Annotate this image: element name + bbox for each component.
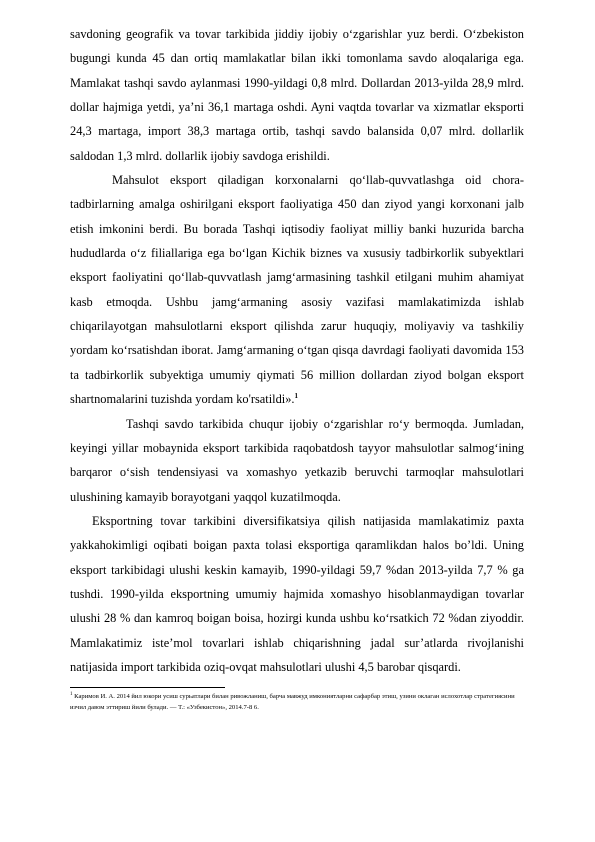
paragraph-export-support-text: Mahsulot eksport qiladigan korxonalarni qo‘llab-quvvatlashga oid chora-tadbirlarning amalga oshirilgani eksport faoliyatiga 450 dan ziyod yangi korxonani jalb etish imkonini berdi. Bu borada Tashqi iqtisodiy faoliyat milliy banki huzurida barcha hududlarda o‘z filiallariga ega bo‘lgan Kichik biznes va xususiy tadbirkorlik subyektlari eksport faoliyatini qo‘llab-quvvatlash jamg‘armasining tashkil etilgani muhim ahamiyat kasb etmoqda. Ushbu jamg‘armaning asosiy vazifasi mamlakatimizda ishlab chiqarilayotgan mahsulotlarni eksport qilishda zarur huquqiy, moliyaviy va tashkiliy yordam ko‘rsatishdan iborat. Jamg‘armaning o‘tgan qisqa davrdagi faoliyati davomida 153 ta tadbirkorlik subyektiga umumiy qiymati 56 million dollardan ziyod bolgan eksport shartnomalarini tuzishda yordam ko'rsatildi». <box>70 173 524 407</box>
footnote-reference[interactable]: 1 <box>294 392 299 401</box>
paragraph-trade-structure: Tashqi savdo tarkibida chuqur ijobiy o‘zgarishlar ro‘y bermoqda. Jumladan, keyingi yillar mobaynida eksport tarkibida raqobatdosh tayyor mahsulotlar salmog‘ining barqaror o‘sish tendensiyasi va xomashyo yetkazib beruvchi tarmoqlar mahsulotlari ulushining kamayib borayotgani yaqqol kuzatilmoqda. <box>70 416 524 504</box>
footnote-divider <box>70 687 225 688</box>
paragraph-export-support <box>70 168 524 411</box>
paragraph-trade-geography: savdoning geografik va tovar tarkibida jiddiy ijobiy o‘zgarishlar yuz berdi. O‘zbekiston bugungi kunda 45 dan ortiq mamlakatlar bilan ikki tomonlama savdo aloqalariga ega. Mamlakat tashqi savdo aylanmasi 1990-yildagi 0,8 mlrd. Dollardan 2013-yilda 28,9 mlrd. dollar hajmiga yetdi, ya’ni 36,1 martaga oshdi. Ayni vaqtda tovarlar va xizmatlar eksporti 24,3 martaga, import 38,3 martaga ortib, tashqi savdo balansida 0,07 mlrd. dollarlik saldodan 1,3 mlrd. dollarlik ijobiy savdoga erishildi. <box>70 27 524 163</box>
paragraph-export-diversification: Eksportning tovar tarkibini diversifikatsiya qilish natijasida mamlakatimiz paxta yakkahokimligi oqibati boigan paxta tolasi eksportiga qaramlikdan halos bo’ldi. Uning eksport tarkibidagi ulushi keskin kamayib, 1990-yildagi 59,7 %dan 2013-yilda 7,7 % ga tushdi. 1990-yilda eksportning umumiy hajmida xomashyo hisoblanmaydigan tovarlar ulushi 28 % dan kamroq boigan boisa, hozirgi kunda ushbu ko‘rsatkich 72 %dan ziyoddir. Mamlakatimiz iste’mol tovarlari ishlab chiqarishning jadal sur’atlarda rivojlanishi natijasida import tarkibida oziq-ovqat mahsulotlari ulushi 4,5 barobar qisqardi. <box>70 513 524 674</box>
footnote-text: Каримов И. А. 2014 йил юкори усиш сурьатлари билан ривожланиш, барча мавжуд имкониятларни сафарбар этиш, узини оклаган ислохотлар стратегиясини изчил давом эттириш йили булади. — Т.: «Узбекистон», 2014.7-8 6. <box>70 693 515 711</box>
document-page <box>70 22 524 713</box>
footnote <box>70 692 524 713</box>
footnote-marker: 1 <box>70 692 73 698</box>
